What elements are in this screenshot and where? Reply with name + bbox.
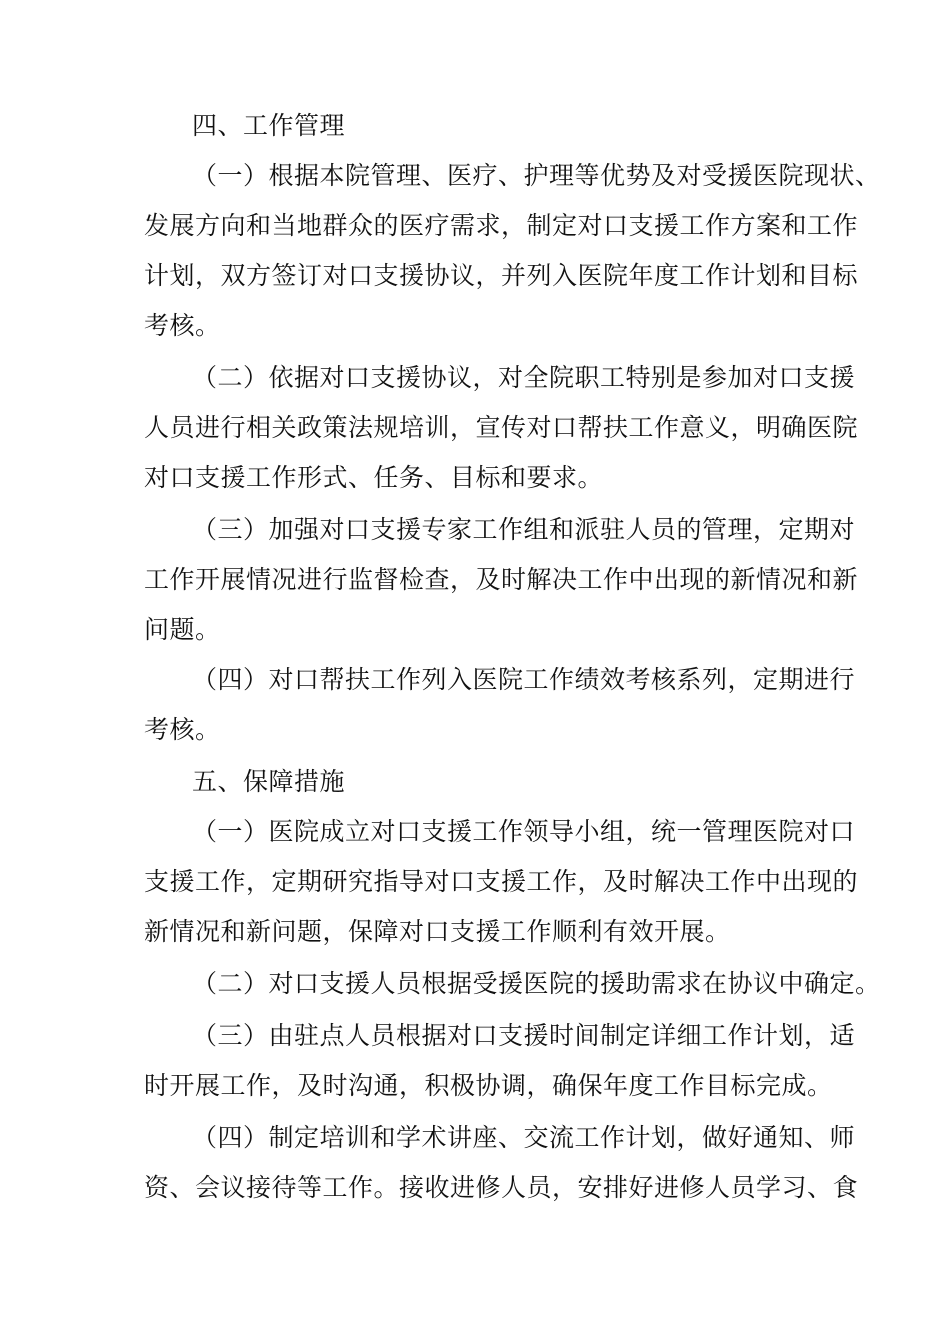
paragraph-line: 计划，双方签订对口支援协议，并列入医院年度工作计划和目标	[144, 261, 859, 290]
paragraph-line: 工作开展情况进行监督检查，及时解决工作中出现的新情况和新	[144, 565, 859, 594]
paragraph-line: 问题。	[144, 615, 221, 644]
paragraph-line: （二）依据对口支援协议，对全院职工特别是参加对口支援	[192, 363, 856, 392]
paragraph-line: （三）由驻点人员根据对口支援时间制定详细工作计划，适	[192, 1021, 856, 1050]
paragraph-line: 支援工作，定期研究指导对口支援工作，及时解决工作中出现的	[144, 867, 859, 896]
paragraph-line: 对口支援工作形式、任务、目标和要求。	[144, 463, 604, 492]
paragraph-line: （二）对口支援人员根据受援医院的援助需求在协议中确定。	[192, 969, 881, 998]
paragraph-line: 考核。	[144, 715, 221, 744]
paragraph-line: 新情况和新问题，保障对口支援工作顺利有效开展。	[144, 917, 731, 946]
paragraph-line: （四）对口帮扶工作列入医院工作绩效考核系列，定期进行	[192, 665, 856, 694]
paragraph-line: （四）制定培训和学术讲座、交流工作计划，做好通知、师	[192, 1123, 856, 1152]
paragraph-line: 发展方向和当地群众的医疗需求，制定对口支援工作方案和工作	[144, 211, 859, 240]
paragraph-line: 时开展工作，及时沟通，积极协调，确保年度工作目标完成。	[144, 1071, 833, 1100]
paragraph-line: （一）根据本院管理、医疗、护理等优势及对受援医院现状、	[192, 161, 881, 190]
section-heading-safeguard-measures: 五、保障措施	[192, 767, 346, 796]
paragraph-line: 人员进行相关政策法规培训，宣传对口帮扶工作意义，明确医院	[144, 413, 859, 442]
paragraph-line: （三）加强对口支援专家工作组和派驻人员的管理，定期对	[192, 515, 856, 544]
paragraph-line: 资、会议接待等工作。接收进修人员，安排好进修人员学习、食	[144, 1173, 859, 1202]
paragraph-line: 考核。	[144, 311, 221, 340]
section-heading-work-management: 四、工作管理	[192, 111, 346, 140]
paragraph-line: （一）医院成立对口支援工作领导小组，统一管理医院对口	[192, 817, 856, 846]
